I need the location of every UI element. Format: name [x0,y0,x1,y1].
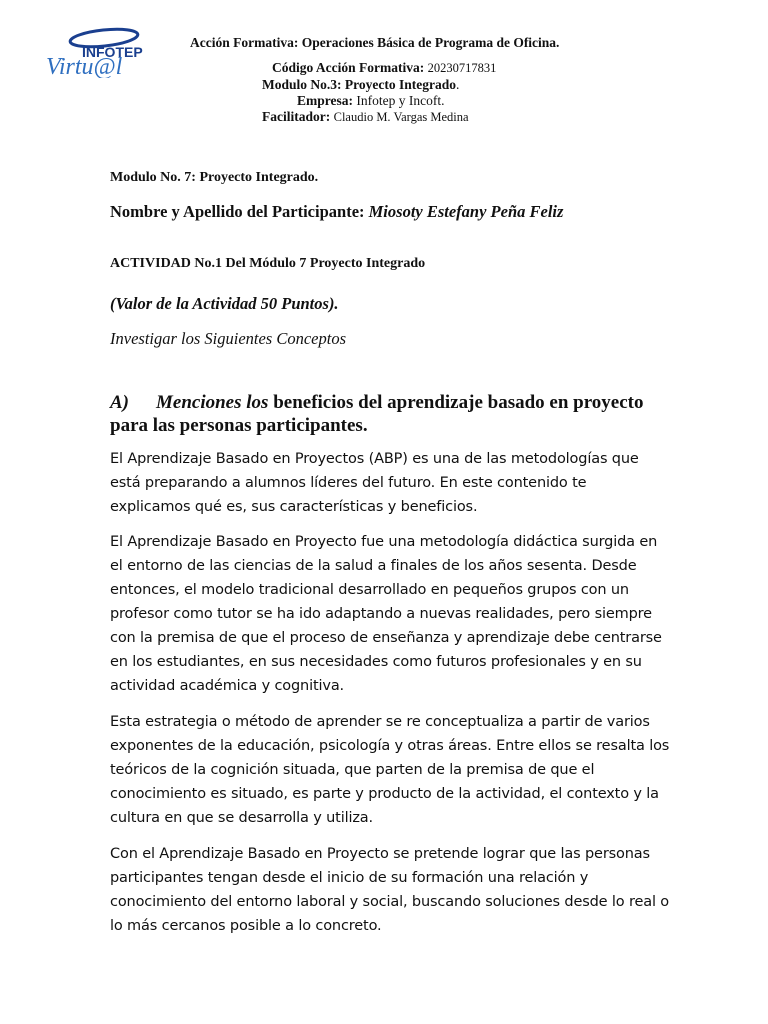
paragraph: Con el Aprendizaje Basado en Proyecto se pretende lograr que las personas participantes tengan desde el inicio de su formación una relación y conocimiento del entorno laboral y social, buscando soluciones desde lo real o lo más cercanos posible a lo concreto. [110,846,670,934]
participant-name-line [110,202,563,222]
logo-infotep-text: INFOTEP [82,44,143,60]
activity-line: ACTIVIDAD No.1 Del Módulo 7 Proyecto Integrado [110,256,426,271]
logo-virtual-text: Virtu@l [46,54,123,78]
header-modulo-label: Modulo No.3: Proyecto Integrado [262,77,456,92]
modulo-line: Modulo No. 7: Proyecto Integrado. [110,170,319,185]
investigate-line: Investigar los Siguientes Conceptos [110,329,347,348]
header-modulo-period: . [455,77,460,92]
header-codigo [272,59,496,77]
activity-value-line: (Valor de la Actividad 50 Puntos). [110,294,339,313]
header-empresa-value: Infotep y Incoft. [356,93,445,108]
participant-name-value: Miosoty Estefany Peña Feliz [368,202,564,221]
header-facilitador [262,108,469,126]
participant-name-label: Nombre y Apellido del Participante: [110,202,365,221]
question-italic-part: Menciones los [156,392,269,413]
question-heading [110,391,670,437]
paragraph: El Aprendizaje Basado en Proyecto fue una metodología didáctica surgida en el entorno de las ciencias de la salud a finales de los años sesenta. Desde entonces, el modelo tradicional desarrollado en pequeños grupos con un profesor como tutor se ha ido adaptando a nuevas realidades, pero siempre con la premisa de que el proceso de enseñanza y aprendizaje debe centrarse en los estudiantes, en sus necesidades como futuros profesionales y en su actividad académica y cognitiva. [110,534,662,694]
paragraph: El Aprendizaje Basado en Proyectos (ABP) es una de las metodologías que está preparando a alumnos líderes del futuro. En este contenido te explicamos qué es, sus características y beneficios. [110,451,639,515]
paragraph: Esta estrategia o método de aprender se re conceptualiza a partir de varios exponentes de la educación, psicología y otras áreas. Entre ellos se resalta los teóricos de la cognición situada, que parten de la premisa de que el conocimiento es situado, es parte y producto de la actividad, el contexto y la cultura en que se desarrolla y utiliza. [110,714,670,826]
question-letter: A) [110,392,129,413]
infotep-virtual-logo [44,24,152,78]
header-facilitador-label: Facilitador: [262,109,331,124]
header-facilitador-value: Claudio M. Vargas Medina [333,110,469,124]
header-codigo-value: 20230717831 [427,61,497,75]
question-rest: beneficios del aprendizaje basado en proyecto para las personas participantes. [110,392,644,436]
header-codigo-label: Código Acción Formativa: [272,60,425,75]
header-modulo [262,76,459,93]
header-empresa-label: Empresa: [297,93,353,108]
header-accion-formativa: Acción Formativa: Operaciones Básica de Programa de Oficina. [190,35,560,50]
header-empresa [297,92,444,109]
